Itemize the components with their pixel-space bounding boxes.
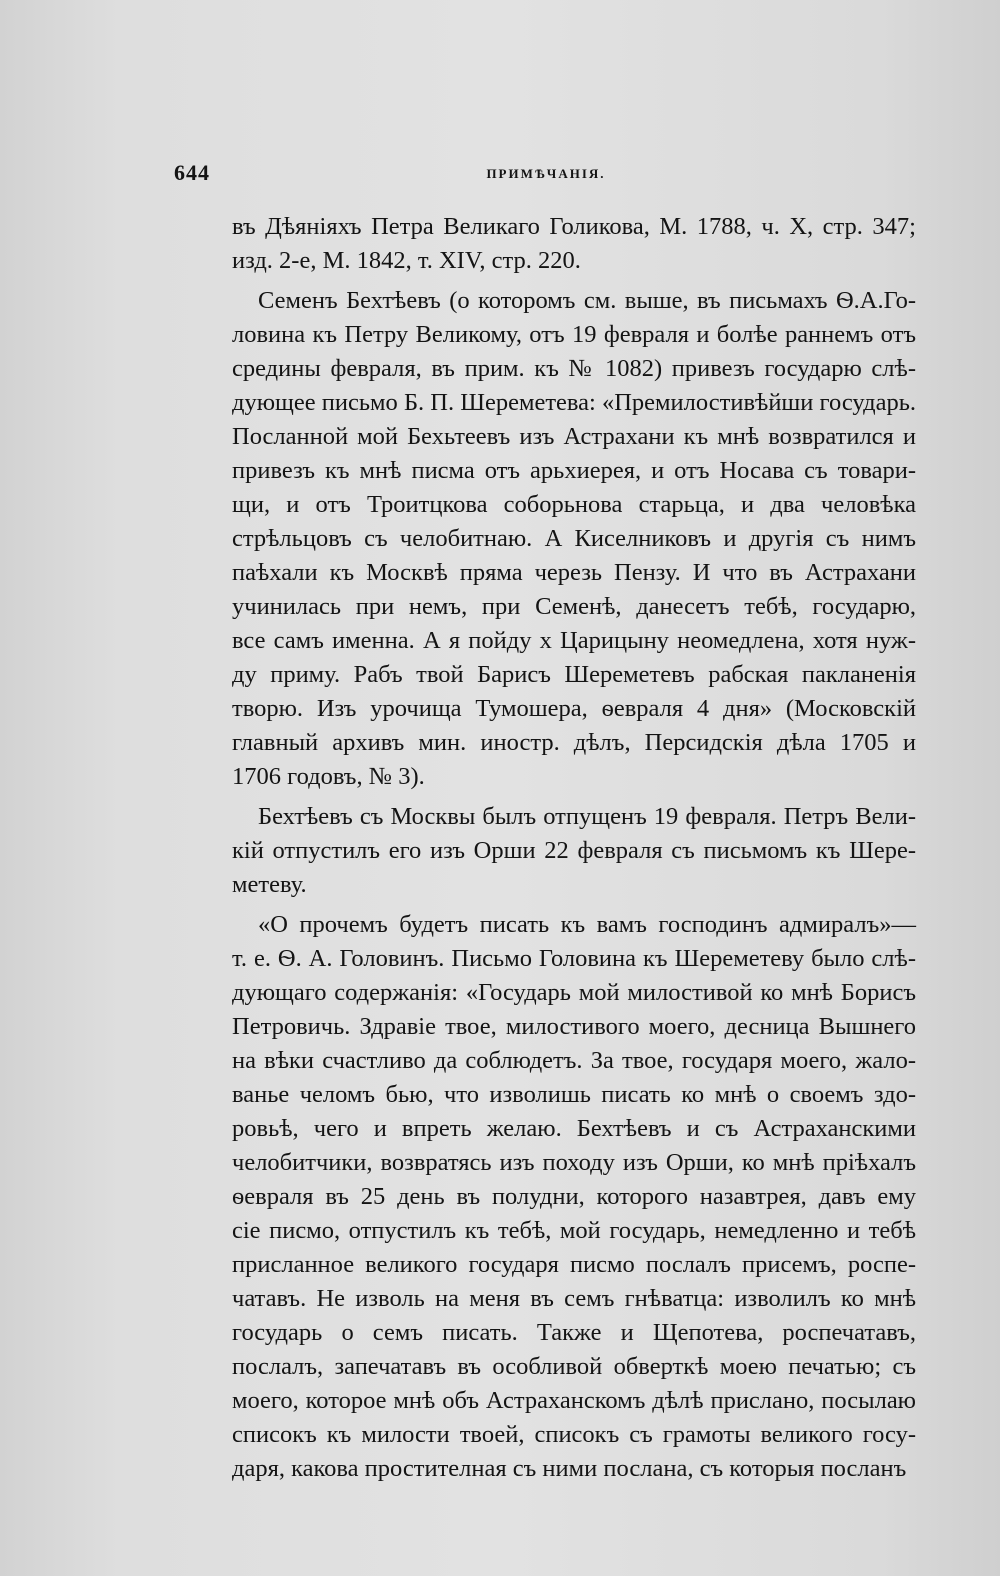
text-line: дующее письмо Б. П. Шереметева: «Премилостивѣйши государь. bbox=[232, 389, 916, 416]
text-line: моего, которое мнѣ объ Астраханскомъ дѣлѣ прислано, посылаю bbox=[232, 1387, 916, 1414]
text-line: паѣхали къ Москвѣ пряма черезь Пензу. И что въ Астрахани bbox=[232, 559, 916, 586]
text-line: кій отпустилъ его изъ Орши 22 февраля съ письмомъ къ Шере- bbox=[232, 837, 916, 864]
text-line: чатавъ. Не изволь на меня въ семъ гнѣватца: изволилъ ко мнѣ bbox=[232, 1285, 916, 1312]
text-line: Посланной мой Бехьтеевъ изъ Астрахани къ мнѣ возвратился и bbox=[232, 423, 916, 450]
text-line: изд. 2-е, М. 1842, т. XIV, стр. 220. bbox=[232, 247, 581, 274]
text-line: ловина къ Петру Великому, отъ 19 февраля и болѣе раннемъ отъ bbox=[232, 321, 916, 348]
text-line: творю. Изъ урочища Тумошера, ѳевраля 4 дня» (Московскій bbox=[232, 695, 916, 722]
text-line: привезъ къ мнѣ писма отъ арьхиерея, и отъ Носава съ товари- bbox=[232, 457, 916, 484]
page-header bbox=[174, 160, 918, 190]
text-line: Петровичь. Здравіе твое, милостивого моего, десница Вышнего bbox=[232, 1013, 916, 1040]
text-line: челобитчики, возвратясь изъ походу изъ Орши, ко мнѣ пріѣхалъ bbox=[232, 1149, 916, 1176]
text-line: на вѣки счастливо да соблюдетъ. За твое, государя моего, жало- bbox=[232, 1047, 916, 1074]
text-line: ду приму. Рабъ твой Барисъ Шереметевъ рабская пакланенія bbox=[232, 661, 916, 688]
body-text bbox=[232, 210, 916, 1486]
text-line: ѳевраля въ 25 день въ полудни, которого назавтрея, давъ ему bbox=[232, 1183, 916, 1210]
text-line: средины февраля, въ прим. къ № 1082) привезъ государю слѣ- bbox=[232, 355, 916, 382]
paragraph bbox=[232, 800, 916, 902]
text-line: метеву. bbox=[232, 871, 307, 898]
text-line: учинилась при немъ, при Семенѣ, данесетъ тебѣ, государю, bbox=[232, 593, 916, 620]
text-line: все самъ именна. А я пойду х Царицыну неомедлена, хотя нуж- bbox=[232, 627, 916, 654]
text-line: Семенъ Бехтѣевъ (о которомъ см. выше, въ письмахъ Ѳ.А.Го- bbox=[258, 287, 916, 314]
text-line: государь о семъ писать. Также и Щепотева, роспечатавъ, bbox=[232, 1319, 916, 1346]
running-head: ПРИМѢЧАНІЯ. bbox=[486, 166, 606, 181]
text-line: Бехтѣевъ съ Москвы былъ отпущенъ 19 февраля. Петръ Вели- bbox=[258, 803, 916, 830]
paragraph bbox=[232, 908, 916, 1486]
paragraph bbox=[232, 284, 916, 794]
text-line: т. е. Ѳ. А. Головинъ. Письмо Головина къ Шереметеву было слѣ- bbox=[232, 945, 916, 972]
text-line: ровьѣ, чего и впреть желаю. Бехтѣевъ и съ Астраханскими bbox=[232, 1115, 916, 1142]
text-line: стрѣльцовъ съ челобитнаю. А Киселниковъ и другія съ нимъ bbox=[232, 525, 916, 552]
text-line: присланное великого государя писмо послалъ присемъ, роспе- bbox=[232, 1251, 916, 1278]
text-line: 1706 годовъ, № 3). bbox=[232, 763, 425, 790]
paragraph bbox=[232, 210, 916, 278]
text-line: дующаго содержанія: «Государь мой милостивой ко мнѣ Борисъ bbox=[232, 979, 916, 1006]
text-line: главный архивъ мин. иностр. дѣлъ, Персидскія дѣла 1705 и bbox=[232, 729, 916, 756]
text-line: сіе писмо, отпустилъ къ тебѣ, мой государь, немедленно и тебѣ bbox=[232, 1217, 916, 1244]
text-line: въ Дѣяніяхъ Петра Великаго Голикова, М. 1788, ч. X, стр. 347; bbox=[232, 213, 916, 240]
text-line: щи, и отъ Троитцкова соборьнова старьца, и два человѣка bbox=[232, 491, 916, 518]
text-line: «О прочемъ будетъ писать къ вамъ господинъ адмиралъ»— bbox=[258, 911, 916, 938]
text-line: ванье челомъ бью, что изволишь писать ко мнѣ о своемъ здо- bbox=[232, 1081, 916, 1108]
text-line: послалъ, запечатавъ въ особливой обверткѣ моею печатью; съ bbox=[232, 1353, 916, 1380]
text-line: даря, какова простителная съ ними послана, съ которыя посланъ bbox=[232, 1455, 907, 1482]
text-line: списокъ къ милости твоей, списокъ съ грамоты великого госу- bbox=[232, 1421, 916, 1448]
page-number: 644 bbox=[174, 160, 210, 185]
